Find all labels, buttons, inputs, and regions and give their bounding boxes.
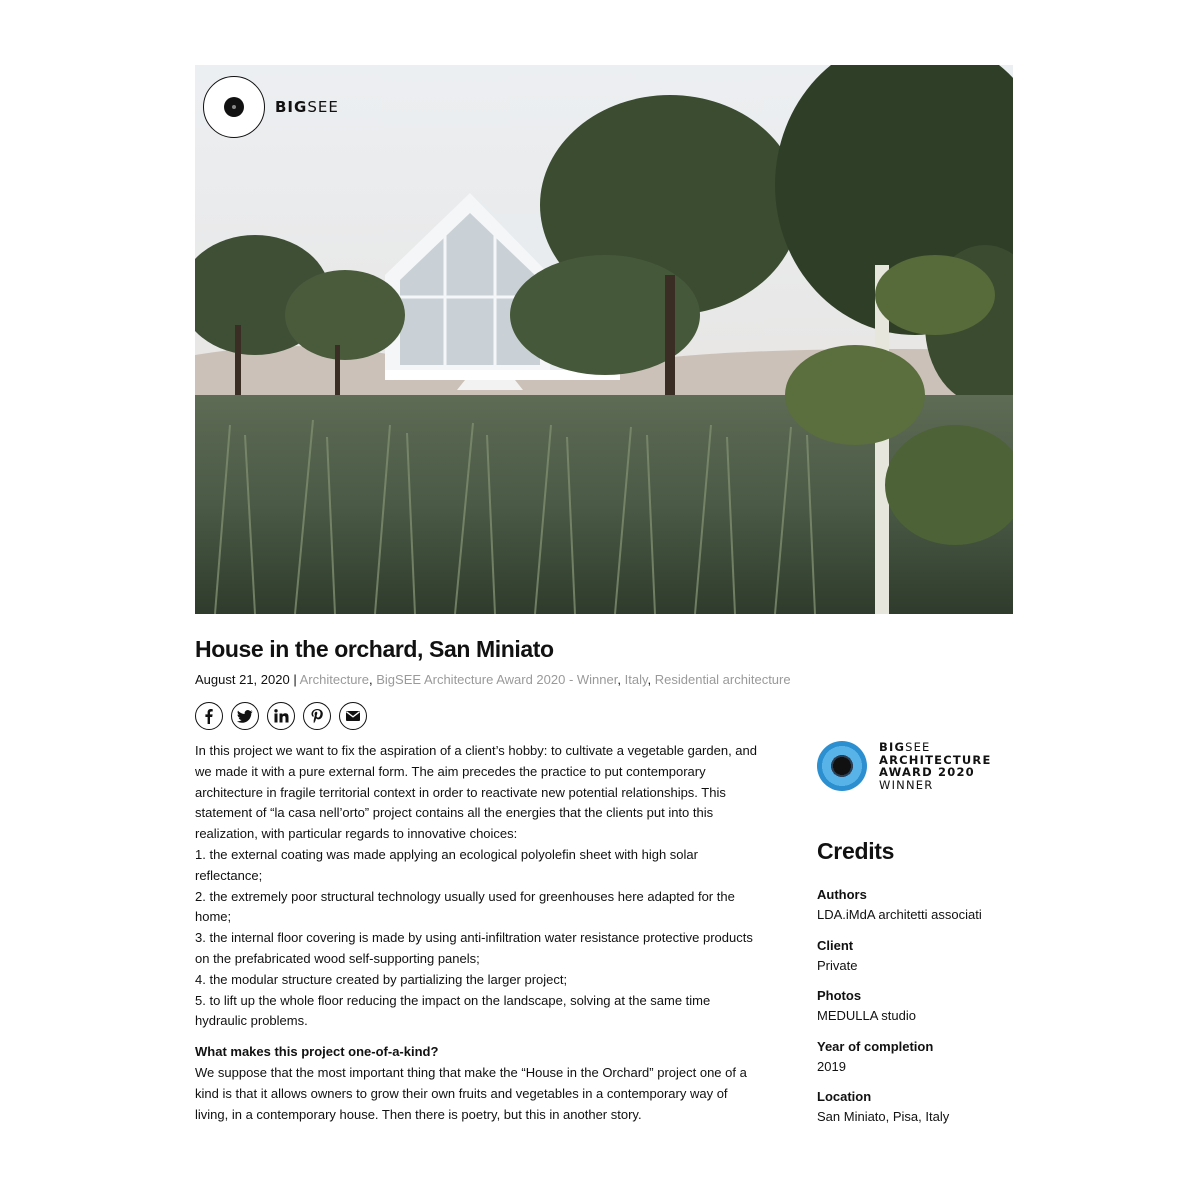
article-list-item: 5. to lift up the whole floor reducing the impact on the landscape, solving at the same time hydraulic problems.: [195, 992, 711, 1029]
article-closing-paragraph: We suppose that the most important thing that make the “House in the Orchard” project one of a kind is that it allows owners to grow their own fruits and vegetables in a contemporary way of living, in a contemporary house. Then there is poetry, but this in another story.: [195, 1064, 747, 1122]
credit-client: Client Private: [817, 937, 858, 973]
category-link-architecture[interactable]: Architecture: [299, 672, 369, 687]
meta-separator: |: [293, 672, 297, 687]
award-eye-icon: [817, 741, 867, 791]
share-pinterest-button[interactable]: [303, 702, 331, 730]
facebook-icon: [201, 708, 217, 724]
category-link-award[interactable]: BigSEE Architecture Award 2020 - Winner: [376, 672, 618, 687]
credit-year: Year of completion 2019: [817, 1038, 934, 1074]
credits-list: [817, 885, 1017, 1138]
page-title: House in the orchard, San Miniato: [195, 636, 554, 662]
article-paragraph: In this project we want to fix the aspiration of a client’s hobby: to cultivate a vegetable garden, and we made it with a pure external form. The aim precedes the practice to put contemporary architecture in fragile territorial context in order to reactivate new potential relationships. This statement of “la casa nell’orto” project contains all the energies that the clients put into this realization, with particular regards to innovative choices:: [195, 743, 757, 842]
bigsee-logo[interactable]: [203, 76, 339, 138]
share-facebook-button[interactable]: [195, 702, 223, 730]
share-twitter-button[interactable]: [231, 702, 259, 730]
twitter-icon: [237, 708, 253, 724]
credit-location: Location San Miniato, Pisa, Italy: [817, 1089, 950, 1125]
article-date: August 21, 2020: [195, 672, 290, 687]
credit-authors: Authors LDA.iMdA architetti associati: [817, 887, 982, 922]
share-email-button[interactable]: [339, 702, 367, 730]
share-linkedin-button[interactable]: [267, 702, 295, 730]
article-subheading: What makes this project one-of-a-kind?: [195, 1044, 439, 1060]
category-link-italy[interactable]: Italy: [624, 672, 648, 687]
article-list-item: 1. the external coating was made applying an ecological polyolefin sheet with high solar reflectance;: [195, 846, 698, 883]
award-badge: [817, 741, 992, 791]
article-meta: August 21, 2020 | Architecture, BigSEE Architecture Award 2020 - Winner, Italy, Residential architecture: [195, 672, 791, 687]
logo-text: BIGSEE: [275, 98, 339, 116]
hero-image: [195, 65, 1013, 614]
article-body: [195, 741, 760, 1125]
category-link-residential[interactable]: Residential architecture: [654, 672, 791, 687]
logo-eye-icon: [203, 76, 265, 138]
article-list-item: 2. the extremely poor structural technology usually used for greenhouses here adapted for the home;: [195, 888, 735, 925]
email-icon: [345, 708, 361, 724]
linkedin-icon: [273, 708, 289, 724]
credit-photos: Photos MEDULLA studio: [817, 988, 916, 1024]
hero-photo: [195, 65, 1013, 614]
award-text: BIGSEE ARCHITECTURE AWARD 2020 WINNER: [879, 740, 992, 792]
credits-heading: Credits: [817, 838, 895, 864]
article-list-item: 3. the internal floor covering is made by using anti-infiltration water resistance protective products on the prefabricated wood self-supporting panels;: [195, 930, 753, 966]
article-list-item: 4. the modular structure created by partializing the larger project;: [195, 971, 568, 987]
share-bar: [195, 702, 367, 730]
pinterest-icon: [309, 708, 325, 724]
